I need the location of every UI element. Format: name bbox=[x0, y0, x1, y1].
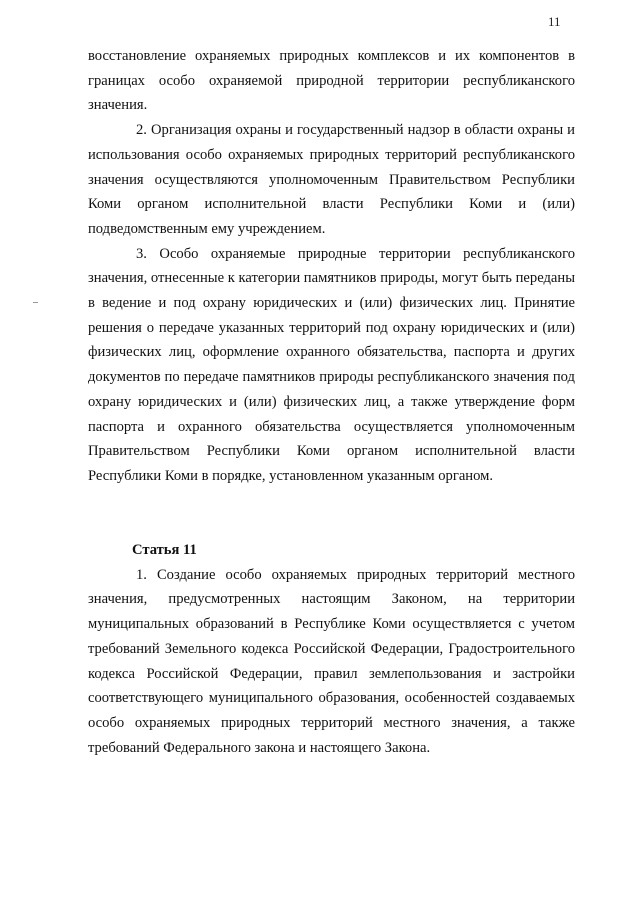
paragraph-gap bbox=[88, 489, 575, 514]
document-body bbox=[88, 44, 575, 760]
paragraph-continuation: восстановление охраняемых природных комплексов и их компонентов в границах особо охраняемой природной территории республиканского значения. bbox=[88, 48, 575, 114]
page-number: 11 bbox=[548, 14, 561, 29]
article-heading: Статья 11 bbox=[132, 542, 197, 559]
article-11-paragraph-1: 1. Создание особо охраняемых природных территорий местного значения, предусмотренных настоящим Законом, на территории муниципальных образований в Республике Коми осуществляется с учетом требований Земельного кодекса Российской Федерации, Градостроительного кодекса Российской Федерации, правил землепользования и застройки соответствующего муниципального образования, особенностей создаваемых особо охраняемых природных территорий местного значения, а также требований Федерального закона и настоящего Закона. bbox=[88, 566, 575, 756]
paragraph-item-2: 2. Организация охраны и государственный надзор в области охраны и использования особо охраняемых природных территорий республиканского значения осуществляются уполномоченным Правительством Республики Коми органом исполнительной власти Республики Коми и (или) подведомственным ему учреждением. bbox=[88, 122, 575, 237]
scan-mark bbox=[33, 302, 38, 303]
paragraph-item-3: 3. Особо охраняемые природные территории республиканского значения, отнесенные к категории памятников природы, могут быть переданы в ведение и под охрану юридических и (или) физических лиц. Принятие решения о передаче указанных территорий под охрану юридических и (или) физических лиц, оформление охранного обязательства, паспорта и других документов по передаче памятников природы республиканского значения под охрану юридических и (или) физических лиц, а также утверждение форм паспорта и охранного обязательства осуществляется уполномоченным Правительством Республики Коми органом исполнительной власти Республики Коми в порядке, установленном указанным органом. bbox=[88, 245, 575, 484]
